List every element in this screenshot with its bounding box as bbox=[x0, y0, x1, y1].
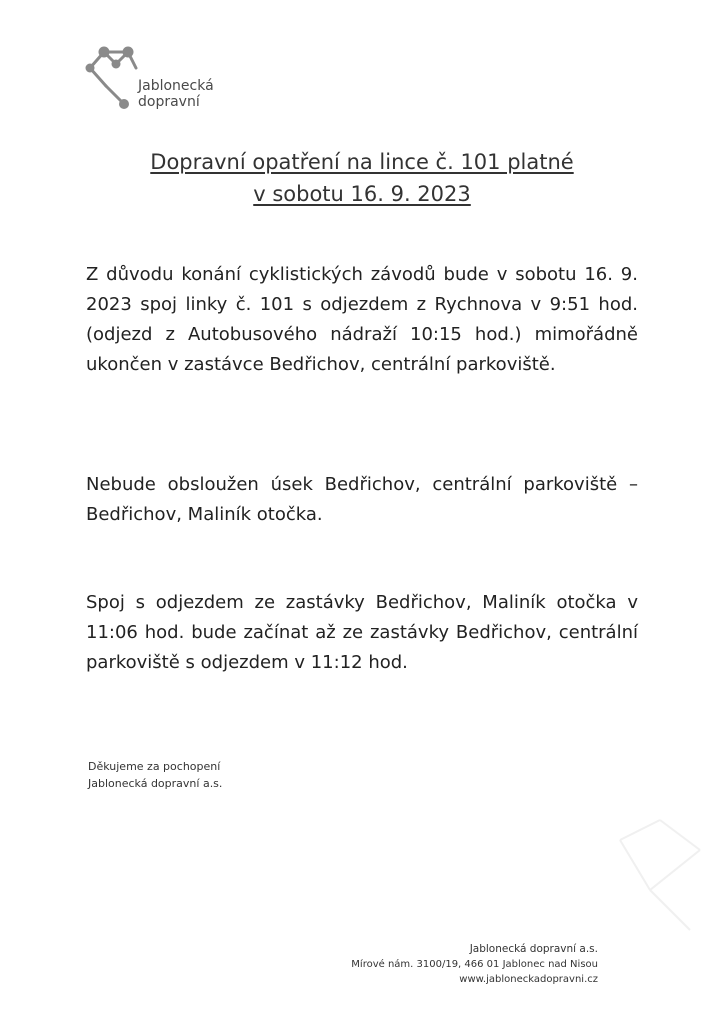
footer-address: Mírové nám. 3100/19, 466 01 Jablonec nad Nisou bbox=[351, 959, 598, 970]
logo-wordmark bbox=[138, 78, 214, 110]
title-line-2: v sobotu 16. 9. 2023 bbox=[253, 182, 471, 206]
notice-title bbox=[0, 146, 724, 210]
closing-signature: Jablonecká dopravní a.s. bbox=[88, 777, 223, 790]
logo-line-1: Jablonecká bbox=[138, 78, 214, 94]
logo-line-2: dopravní bbox=[138, 94, 200, 110]
logo-network-icon bbox=[84, 42, 144, 112]
footer-website: www.jabloneckadopravni.cz bbox=[459, 974, 598, 985]
notice-paragraph-2: Nebude obsloužen úsek Bedřichov, centrální parkoviště – Bedřichov, Maliník otočka. bbox=[86, 474, 638, 525]
footer-company: Jablonecká dopravní a.s. bbox=[469, 943, 598, 955]
closing-block bbox=[88, 758, 222, 792]
footer-contact bbox=[351, 942, 598, 987]
notice-paragraph-1: Z důvodu konání cyklistických závodů bude v sobotu 16. 9. 2023 spoj linky č. 101 s odjezdem z Rychnova v 9:51 hod. (odjezd z Autobusového nádraží 10:15 hod.) mimořádně ukončen v zastávce Bedřichov, centrální parkoviště. bbox=[86, 264, 638, 375]
notice-paragraph-3: Spoj s odjezdem ze zastávky Bedřichov, Maliník otočka v 11:06 hod. bude začínat až ze zastávky Bedřichov, centrální parkoviště s odjezdem v 11:12 hod. bbox=[86, 592, 638, 673]
watermark-network-icon bbox=[600, 800, 724, 940]
title-line-1: Dopravní opatření na lince č. 101 platné bbox=[150, 150, 574, 174]
company-logo bbox=[84, 42, 244, 114]
closing-thanks: Děkujeme za pochopení bbox=[88, 760, 221, 773]
